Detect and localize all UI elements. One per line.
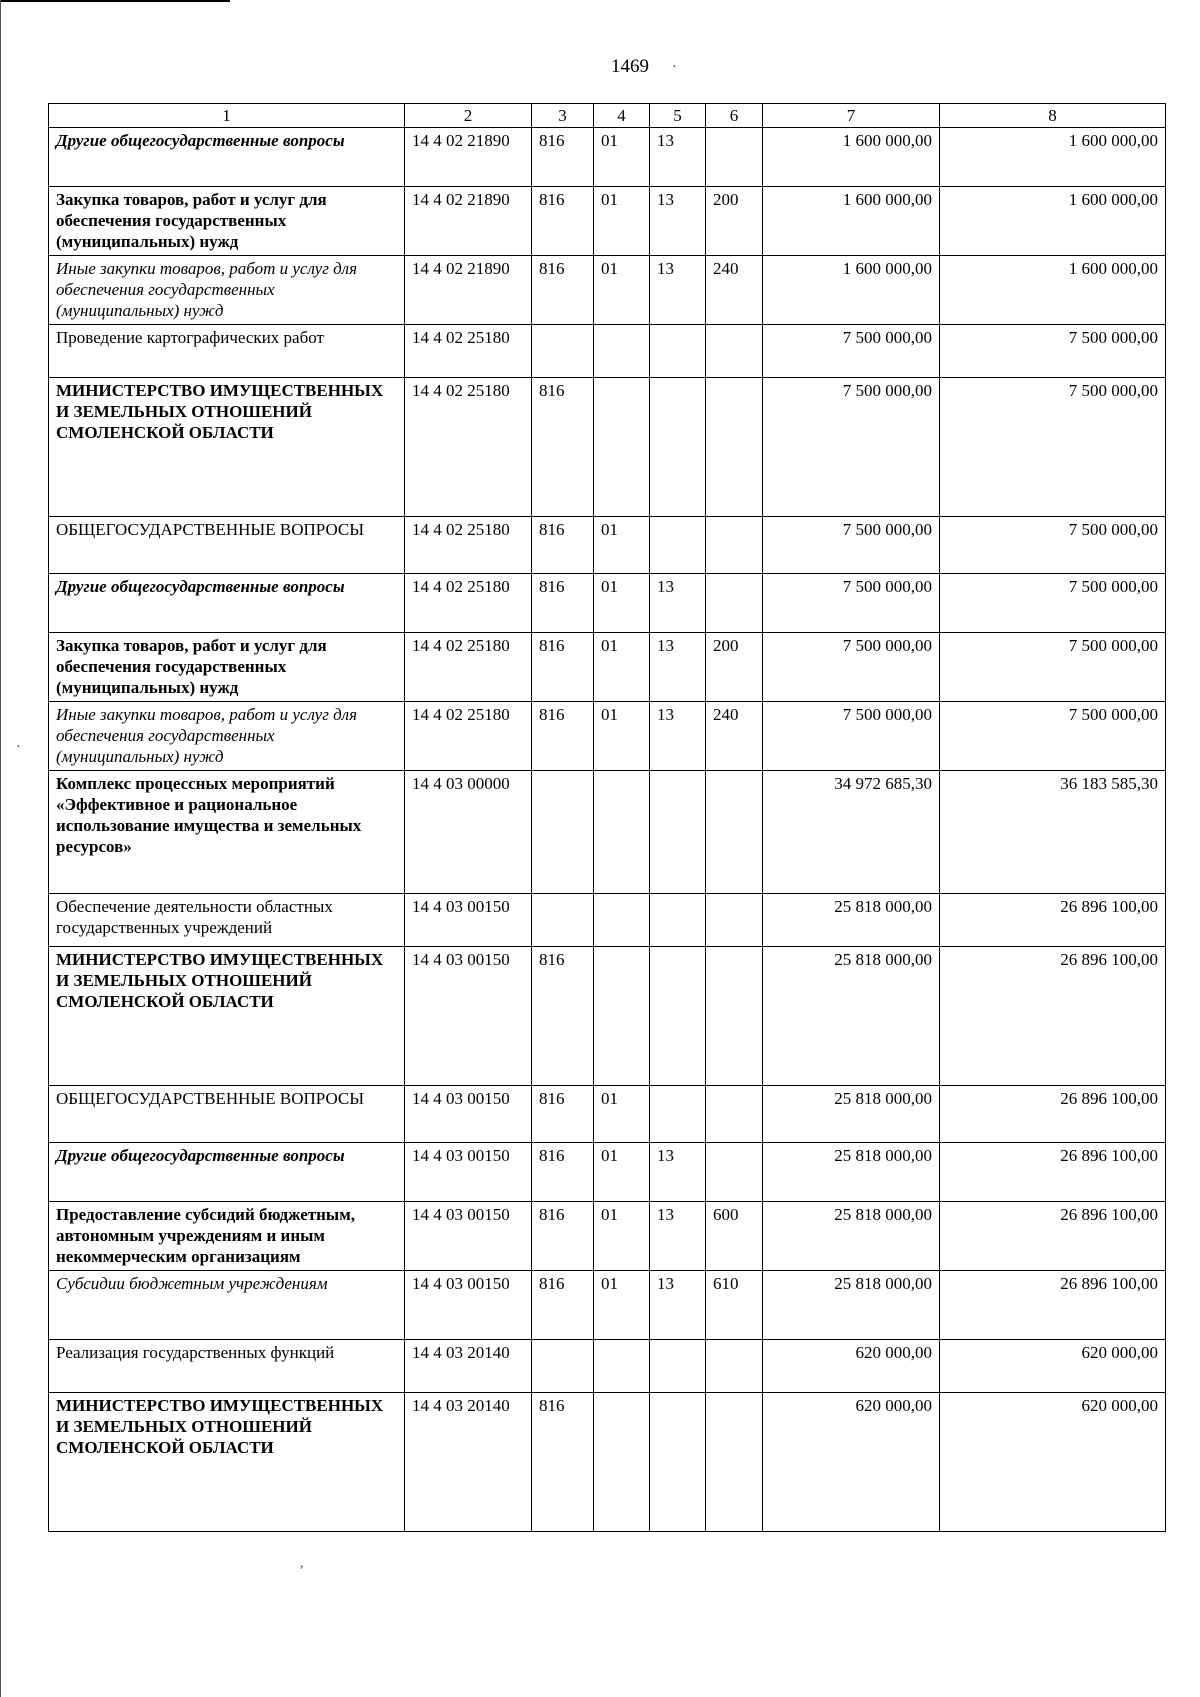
sum-year-1: 25 818 000,00 [763,894,940,947]
admin-code: 816 [532,1086,594,1143]
sum-year-1: 620 000,00 [763,1393,940,1532]
sum-year-2: 1 600 000,00 [940,187,1166,256]
subsection-code [650,1340,706,1393]
sum-year-1: 7 500 000,00 [763,633,940,702]
target-code: 14 4 03 00150 [405,1271,532,1340]
sum-year-2: 26 896 100,00 [940,947,1166,1086]
admin-code: 816 [532,1143,594,1202]
expense-type [706,771,763,894]
table-row [49,702,1166,771]
sum-year-2: 7 500 000,00 [940,378,1166,517]
row-name: ОБЩЕГОСУДАРСТВЕННЫЕ ВОПРОСЫ [49,517,405,574]
target-code: 14 4 03 20140 [405,1393,532,1532]
row-name: Предоставление субсидий бюджетным, автономным учреждениям и иным некоммерческим организациям [49,1202,405,1271]
target-code: 14 4 02 21890 [405,187,532,256]
table-row [49,1086,1166,1143]
sum-year-2: 36 183 585,30 [940,771,1166,894]
target-code: 14 4 03 00150 [405,894,532,947]
subsection-code [650,1393,706,1532]
expense-type [706,378,763,517]
subsection-code [650,894,706,947]
row-name: Иные закупки товаров, работ и услуг для обеспечения государственных (муниципальных) нужд [49,256,405,325]
table-row [49,1202,1166,1271]
scan-dot: · [16,740,21,755]
section-code [594,378,650,517]
section-code: 01 [594,1086,650,1143]
table-header-row [49,104,1166,128]
sum-year-2: 26 896 100,00 [940,1271,1166,1340]
admin-code: 816 [532,1202,594,1271]
table-row [49,894,1166,947]
expense-type [706,128,763,187]
sum-year-2: 7 500 000,00 [940,633,1166,702]
admin-code: 816 [532,378,594,517]
admin-code: 816 [532,1393,594,1532]
sum-year-1: 1 600 000,00 [763,128,940,187]
subsection-code: 13 [650,1143,706,1202]
expense-type [706,1143,763,1202]
sum-year-1: 7 500 000,00 [763,702,940,771]
table-row [49,1393,1166,1532]
sum-year-2: 26 896 100,00 [940,1143,1166,1202]
sum-year-2: 26 896 100,00 [940,1202,1166,1271]
section-code [594,771,650,894]
admin-code: 816 [532,702,594,771]
target-code: 14 4 02 21890 [405,256,532,325]
row-name: Другие общегосударственные вопросы [49,128,405,187]
table-row [49,1271,1166,1340]
sum-year-1: 620 000,00 [763,1340,940,1393]
admin-code: 816 [532,517,594,574]
section-code: 01 [594,1143,650,1202]
expense-type: 240 [706,256,763,325]
scan-border-top [0,0,230,2]
sum-year-1: 25 818 000,00 [763,1202,940,1271]
target-code: 14 4 02 25180 [405,517,532,574]
sum-year-1: 7 500 000,00 [763,574,940,633]
table-row [49,378,1166,517]
row-name: Проведение картографических работ [49,325,405,378]
table-row [49,771,1166,894]
row-name: Комплекс процессных мероприятий «Эффективное и рациональное использование имущества и земельных ресурсов» [49,771,405,894]
row-name: Другие общегосударственные вопросы [49,574,405,633]
sum-year-1: 7 500 000,00 [763,517,940,574]
section-code: 01 [594,187,650,256]
admin-code [532,771,594,894]
section-code: 01 [594,1271,650,1340]
expense-type [706,517,763,574]
target-code: 14 4 02 25180 [405,633,532,702]
subsection-code: 13 [650,1202,706,1271]
expense-type: 200 [706,633,763,702]
subsection-code [650,517,706,574]
subsection-code [650,325,706,378]
expense-type [706,1340,763,1393]
table-row [49,187,1166,256]
table-row [49,128,1166,187]
page-number: 1469 [611,56,649,77]
section-code: 01 [594,1202,650,1271]
row-name: Иные закупки товаров, работ и услуг для обеспечения государственных (муниципальных) нужд [49,702,405,771]
sum-year-1: 7 500 000,00 [763,378,940,517]
sum-year-2: 7 500 000,00 [940,574,1166,633]
sum-year-2: 26 896 100,00 [940,894,1166,947]
section-code: 01 [594,128,650,187]
sum-year-1: 25 818 000,00 [763,1086,940,1143]
target-code: 14 4 03 00150 [405,1086,532,1143]
section-code: 01 [594,702,650,771]
target-code: 14 4 03 00150 [405,1202,532,1271]
sum-year-2: 620 000,00 [940,1393,1166,1532]
target-code: 14 4 03 00150 [405,947,532,1086]
admin-code: 816 [532,256,594,325]
expense-type: 200 [706,187,763,256]
target-code: 14 4 03 00150 [405,1143,532,1202]
row-name: Реализация государственных функций [49,1340,405,1393]
target-code: 14 4 02 25180 [405,325,532,378]
table-row [49,574,1166,633]
section-code [594,1340,650,1393]
row-name: Закупка товаров, работ и услуг для обеспечения государственных (муниципальных) нужд [49,633,405,702]
section-code [594,325,650,378]
column-header: 4 [594,104,650,128]
sum-year-1: 1 600 000,00 [763,187,940,256]
column-header: 8 [940,104,1166,128]
column-header: 7 [763,104,940,128]
row-name: Другие общегосударственные вопросы [49,1143,405,1202]
sum-year-1: 34 972 685,30 [763,771,940,894]
column-header: 1 [49,104,405,128]
sum-year-1: 1 600 000,00 [763,256,940,325]
target-code: 14 4 02 21890 [405,128,532,187]
admin-code: 816 [532,947,594,1086]
section-code [594,1393,650,1532]
row-name: Закупка товаров, работ и услуг для обеспечения государственных (муниципальных) нужд [49,187,405,256]
admin-code: 816 [532,633,594,702]
row-name: МИНИСТЕРСТВО ИМУЩЕСТВЕННЫХ И ЗЕМЕЛЬНЫХ ОТНОШЕНИЙ СМОЛЕНСКОЙ ОБЛАСТИ [49,1393,405,1532]
sum-year-2: 7 500 000,00 [940,325,1166,378]
row-name: МИНИСТЕРСТВО ИМУЩЕСТВЕННЫХ И ЗЕМЕЛЬНЫХ ОТНОШЕНИЙ СМОЛЕНСКОЙ ОБЛАСТИ [49,378,405,517]
sum-year-1: 25 818 000,00 [763,947,940,1086]
table-row [49,1143,1166,1202]
table-row [49,947,1166,1086]
admin-code: 816 [532,1271,594,1340]
admin-code: 816 [532,574,594,633]
sum-year-2: 7 500 000,00 [940,517,1166,574]
scan-dot: , [300,1556,304,1571]
expense-type [706,1086,763,1143]
column-header: 3 [532,104,594,128]
sum-year-2: 620 000,00 [940,1340,1166,1393]
expense-type: 610 [706,1271,763,1340]
sum-year-1: 25 818 000,00 [763,1143,940,1202]
section-code [594,894,650,947]
sum-year-2: 1 600 000,00 [940,256,1166,325]
subsection-code: 13 [650,574,706,633]
subsection-code: 13 [650,633,706,702]
section-code [594,947,650,1086]
subsection-code [650,378,706,517]
table-row [49,256,1166,325]
admin-code [532,1340,594,1393]
expense-type [706,574,763,633]
admin-code: 816 [532,128,594,187]
expense-type [706,325,763,378]
table-row [49,1340,1166,1393]
target-code: 14 4 03 00000 [405,771,532,894]
table-row [49,325,1166,378]
target-code: 14 4 02 25180 [405,574,532,633]
sum-year-2: 1 600 000,00 [940,128,1166,187]
target-code: 14 4 03 20140 [405,1340,532,1393]
sum-year-2: 26 896 100,00 [940,1086,1166,1143]
expense-type [706,1393,763,1532]
row-name: ОБЩЕГОСУДАРСТВЕННЫЕ ВОПРОСЫ [49,1086,405,1143]
row-name: Субсидии бюджетным учреждениям [49,1271,405,1340]
subsection-code: 13 [650,1271,706,1340]
table-row [49,517,1166,574]
scan-border-left [0,0,1,1697]
scan-dot: · [672,60,677,75]
column-header: 2 [405,104,532,128]
admin-code: 816 [532,187,594,256]
section-code: 01 [594,256,650,325]
section-code: 01 [594,574,650,633]
subsection-code: 13 [650,128,706,187]
expense-type [706,894,763,947]
subsection-code [650,771,706,894]
subsection-code: 13 [650,187,706,256]
budget-table [48,103,1166,1532]
sum-year-1: 7 500 000,00 [763,325,940,378]
target-code: 14 4 02 25180 [405,378,532,517]
admin-code [532,894,594,947]
admin-code [532,325,594,378]
column-header: 5 [650,104,706,128]
sum-year-1: 25 818 000,00 [763,1271,940,1340]
row-name: Обеспечение деятельности областных государственных учреждений [49,894,405,947]
subsection-code: 13 [650,702,706,771]
expense-type [706,947,763,1086]
column-header: 6 [706,104,763,128]
sum-year-2: 7 500 000,00 [940,702,1166,771]
target-code: 14 4 02 25180 [405,702,532,771]
section-code: 01 [594,517,650,574]
subsection-code [650,1086,706,1143]
subsection-code [650,947,706,1086]
subsection-code: 13 [650,256,706,325]
table-row [49,633,1166,702]
section-code: 01 [594,633,650,702]
expense-type: 600 [706,1202,763,1271]
expense-type: 240 [706,702,763,771]
row-name: МИНИСТЕРСТВО ИМУЩЕСТВЕННЫХ И ЗЕМЕЛЬНЫХ ОТНОШЕНИЙ СМОЛЕНСКОЙ ОБЛАСТИ [49,947,405,1086]
